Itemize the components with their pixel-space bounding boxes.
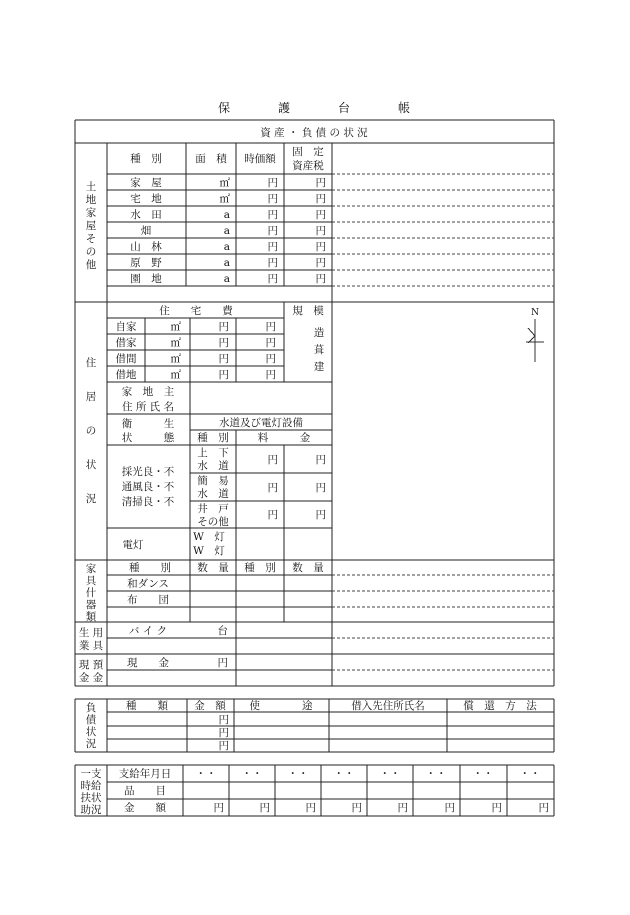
svg-text:a: a [223,209,230,221]
support-side-label-2: 時給 [80,780,102,792]
svg-text:円: 円 [444,802,455,814]
svg-text:状: 状 [85,726,97,738]
assets-header: 資 産 ・ 負 債 の 状 況 [260,127,368,139]
support-table [75,765,554,816]
svg-text:円: 円 [267,257,278,269]
svg-text:円: 円 [265,321,276,333]
debt-yen: 円 [218,714,229,726]
svg-text:水 道: 水 道 [197,460,229,472]
svg-text:円: 円 [218,369,229,381]
land-row [130,176,326,189]
svg-text:債: 債 [85,714,97,726]
land-row [130,240,326,253]
svg-text:家 屋: 家 屋 [130,177,162,189]
svg-text:a: a [223,241,230,253]
svg-text:㎡: ㎡ [170,321,181,333]
business-unit: 台 [217,625,228,637]
business-side-label: 生 用 [78,627,104,639]
svg-text:況: 況 [85,738,97,750]
furniture-item: 和ダンス [127,578,169,590]
svg-text:・・: ・・ [333,768,355,780]
utility-row [197,502,326,528]
svg-text:円: 円 [265,353,276,365]
svg-text:器: 器 [85,599,97,611]
furniture-side-label [86,562,97,623]
svg-text:負: 負 [85,702,97,714]
debt-side-label [86,701,98,750]
svg-text:家: 家 [85,207,97,219]
housing-row [116,336,277,349]
debt-col-type: 種 類 [126,700,168,712]
svg-text:水 道: 水 道 [197,488,229,500]
svg-text:井 戸: 井 戸 [197,503,229,515]
svg-text:自家: 自家 [115,321,137,333]
svg-text:円: 円 [265,337,276,349]
svg-text:円: 円 [267,482,278,494]
svg-text:円: 円 [218,353,229,365]
svg-text:N: N [531,308,539,318]
furniture-col-type-2: 種 別 [244,562,276,574]
housing-col-cost: 住 宅 費 [159,305,233,317]
cash-side-label: 現 預 [78,659,104,671]
utility-col-fee: 料 金 [257,432,311,444]
svg-text:円: 円 [267,241,278,253]
sanitation-label-2: 状 態 [121,432,175,444]
svg-text:屋: 屋 [85,220,97,232]
land-row [130,192,326,205]
svg-text:・・: ・・ [195,768,217,780]
svg-text:・・: ・・ [379,768,401,780]
svg-text:円: 円 [315,241,326,253]
svg-text:円: 円 [538,802,549,814]
land-col-type: 種 別 [130,153,162,165]
debt-yen: 円 [218,740,229,752]
svg-text:園 地: 園 地 [130,273,162,285]
svg-text:円: 円 [491,802,502,814]
svg-text:円: 円 [267,273,278,285]
svg-text:上 下: 上 下 [197,447,229,459]
svg-text:㎡: ㎡ [219,177,230,189]
cash-side-label-2: 金 金 [78,672,104,684]
svg-text:円: 円 [315,482,326,494]
support-row-item: 品 目 [124,785,166,797]
debt-col-lender: 借入先住所氏名 [351,700,425,712]
svg-text:状: 状 [85,459,97,471]
svg-text:円: 円 [397,802,408,814]
housing-row [116,368,277,381]
svg-text:採光良・不: 採光良・不 [121,466,175,478]
electric-label: 電灯 [122,539,144,551]
debt-table [75,699,554,752]
owner-label: 家 地 主 [121,386,175,398]
land-row [130,208,326,221]
svg-text:家: 家 [85,563,97,575]
svg-text:住: 住 [85,357,97,369]
svg-text:造: 造 [313,327,325,339]
land-col-tax-2: 資産税 [292,160,324,172]
furniture-col-qty-2: 数 量 [292,562,324,574]
svg-text:円: 円 [315,273,326,285]
svg-text:・・: ・・ [425,768,447,780]
housing-row [116,320,277,333]
svg-text:円: 円 [267,209,278,221]
utility-row [197,474,326,500]
svg-text:a: a [223,257,230,269]
svg-text:円: 円 [305,802,316,814]
svg-text:原 野: 原 野 [130,257,162,269]
land-side-label [86,180,97,271]
sanitation-label: 衛 生 [121,418,175,430]
svg-text:円: 円 [265,369,276,381]
debt-col-amount: 金 額 [194,700,226,712]
utility-header: 水道及び電灯設備 [219,417,303,429]
watt-label: W 灯 [193,531,225,543]
support-side-label-4: 助況 [80,804,102,816]
business-side-label-2: 業 具 [78,640,104,652]
svg-text:居: 居 [85,391,97,403]
svg-text:葺: 葺 [313,344,325,356]
svg-text:・・: ・・ [241,768,263,780]
svg-text:具: 具 [85,575,97,587]
business-item: バ イ ク [128,625,168,637]
housing-side-label [86,357,97,505]
svg-text:円: 円 [351,802,362,814]
svg-text:㎡: ㎡ [170,353,181,365]
utility-col-type: 種 別 [197,432,229,444]
svg-text:借家: 借家 [115,337,137,349]
svg-text:山 林: 山 林 [130,241,162,253]
cash-item: 現 金 [127,657,169,669]
land-col-value: 時価額 [244,153,276,165]
svg-text:類: 類 [85,611,97,623]
land-row [130,272,326,285]
land-col-tax: 固 定 [292,146,324,158]
support-date-marks [196,768,541,780]
svg-text:円: 円 [267,454,278,466]
svg-text:そ: そ [85,233,97,245]
housing-row [116,352,277,365]
watt-label-2: W 灯 [193,545,225,557]
svg-text:什: 什 [85,587,97,599]
svg-text:円: 円 [315,209,326,221]
support-amount-yen [214,802,550,814]
cash-unit: 円 [217,657,228,669]
form-title: 保 護 台 帳 [217,101,411,115]
svg-text:建: 建 [313,361,325,373]
svg-text:㎡: ㎡ [219,193,230,205]
svg-text:・・: ・・ [519,768,541,780]
svg-text:・・: ・・ [472,768,494,780]
north-arrow-icon [526,308,544,362]
furniture-col-type: 種 別 [129,562,171,574]
support-side-label: 一支 [80,768,102,780]
support-row-amount: 金 額 [124,802,166,814]
svg-text:円: 円 [315,454,326,466]
svg-text:円: 円 [267,193,278,205]
svg-text:円: 円 [267,225,278,237]
svg-text:の: の [85,246,97,258]
svg-text:円: 円 [213,802,224,814]
furniture-col-qty: 数 量 [197,562,229,574]
svg-text:土: 土 [85,181,97,193]
svg-text:その他: その他 [197,516,229,528]
svg-text:円: 円 [315,177,326,189]
housing-scale-chars [314,326,325,373]
svg-text:a: a [223,225,230,237]
svg-text:清掃良・不: 清掃良・不 [121,496,175,508]
utility-row [197,446,326,472]
svg-text:他: 他 [85,259,97,271]
svg-text:㎡: ㎡ [170,369,181,381]
furniture-item: 布 団 [127,594,169,606]
svg-text:a: a [223,273,230,285]
svg-text:通風良・不: 通風良・不 [121,481,175,493]
svg-text:円: 円 [315,257,326,269]
svg-text:円: 円 [267,509,278,521]
support-row-date: 支給年月日 [118,768,172,780]
svg-text:の: の [85,425,97,437]
svg-text:簡 易: 簡 易 [197,475,229,487]
support-side-label-3: 扶状 [80,792,102,804]
land-row [141,224,326,237]
svg-text:円: 円 [218,337,229,349]
svg-text:円: 円 [315,193,326,205]
condition-list [122,465,175,508]
svg-text:円: 円 [218,321,229,333]
assets-table [75,120,554,686]
svg-text:円: 円 [267,177,278,189]
svg-text:円: 円 [259,802,270,814]
owner-label-2: 住 所 氏 名 [121,401,175,413]
svg-text:㎡: ㎡ [170,337,181,349]
debt-col-use: 使 途 [249,700,313,712]
svg-text:畑: 畑 [140,225,152,237]
debt-col-method: 償 還 方 法 [463,700,537,712]
svg-text:・・: ・・ [287,768,309,780]
svg-text:円: 円 [315,225,326,237]
svg-text:円: 円 [315,509,326,521]
svg-text:宅 地: 宅 地 [130,193,162,205]
svg-text:水 田: 水 田 [130,209,162,221]
svg-text:借地: 借地 [115,369,137,381]
land-col-area: 面 積 [195,153,227,165]
land-row [130,257,326,269]
svg-text:地: 地 [85,194,97,206]
debt-yen: 円 [218,727,229,739]
svg-text:況: 況 [85,493,97,505]
housing-col-scale: 規 模 [292,305,324,317]
svg-text:借間: 借間 [115,353,137,365]
